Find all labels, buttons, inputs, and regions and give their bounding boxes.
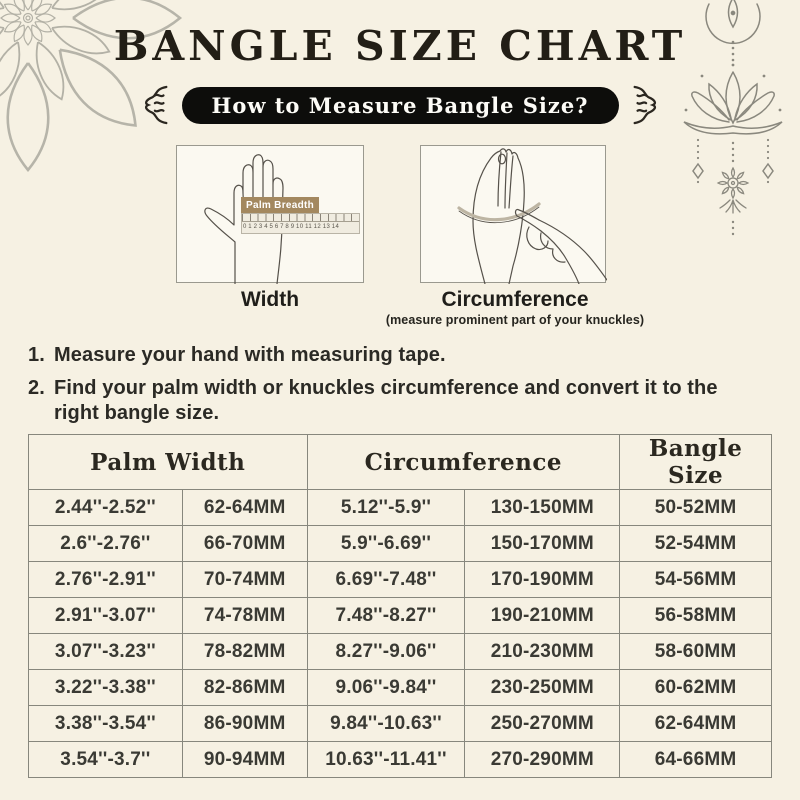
cell: 6.69''-7.48'' [307,562,465,598]
hand-circumference-illustration [420,145,606,283]
cell: 74-78MM [182,598,307,634]
instruction-2-number: 2. [28,377,45,400]
palm-width-header: Palm Width [29,435,308,490]
bangle-size-header: Bangle Size [620,435,772,490]
cell: 56-58MM [620,598,772,634]
hand-width-illustration [176,145,364,283]
subtitle-row [0,85,800,125]
circumference-caption-text: Circumference [441,288,589,311]
cell: 62-64MM [620,706,772,742]
ruler-numbers: 0 1 2 3 4 5 6 7 8 9 10 11 12 13 14 [243,224,340,230]
cell: 70-74MM [182,562,307,598]
hands-measuring-icon [421,146,607,284]
table-row [29,670,772,706]
table-row [29,490,772,526]
cell: 62-64MM [182,490,307,526]
cell: 3.07''-3.23'' [29,634,183,670]
cell: 3.54''-3.7'' [29,742,183,778]
table-row [29,706,772,742]
flourish-right-icon [629,83,667,127]
ruler-icon [241,213,360,234]
cell: 86-90MM [182,706,307,742]
size-conversion-table [28,434,772,778]
instruction-2-text: Find your palm width or knuckles circumference and convert it to the right bangle size. [54,377,718,424]
cell: 7.48''-8.27'' [307,598,465,634]
cell: 170-190MM [465,562,620,598]
flourish-left-icon [134,83,172,127]
cell: 2.76''-2.91'' [29,562,183,598]
instruction-1 [28,343,764,367]
cell: 3.22''-3.38'' [29,670,183,706]
cell: 190-210MM [465,598,620,634]
table-row [29,526,772,562]
cell: 250-270MM [465,706,620,742]
cell: 66-70MM [182,526,307,562]
cell: 52-54MM [620,526,772,562]
cell: 5.12''-5.9'' [307,490,465,526]
table-row [29,562,772,598]
cell: 9.06''-9.84'' [307,670,465,706]
cell: 210-230MM [465,634,620,670]
instruction-2 [28,376,764,425]
how-to-measure-pill: How to Measure Bangle Size? [182,87,619,124]
cell: 9.84''-10.63'' [307,706,465,742]
cell: 90-94MM [182,742,307,778]
instruction-1-number: 1. [28,344,45,366]
table-row [29,598,772,634]
cell: 2.6''-2.76'' [29,526,183,562]
cell: 58-60MM [620,634,772,670]
cell: 3.38''-3.54'' [29,706,183,742]
table-header-row [29,435,772,490]
table-row [29,634,772,670]
table-row [29,742,772,778]
cell: 2.91''-3.07'' [29,598,183,634]
cell: 78-82MM [182,634,307,670]
cell: 50-52MM [620,490,772,526]
width-caption: Width [240,288,300,311]
cell: 150-170MM [465,526,620,562]
instruction-1-text: Measure your hand with measuring tape. [54,344,446,366]
palm-breadth-label: Palm Breadth [241,197,319,214]
circumference-note: (measure prominent part of your knuckles) [385,313,645,327]
cell: 82-86MM [182,670,307,706]
page-title: BANGLE SIZE CHART [113,22,687,70]
cell: 270-290MM [465,742,620,778]
cell: 5.9''-6.69'' [307,526,465,562]
cell: 54-56MM [620,562,772,598]
cell: 230-250MM [465,670,620,706]
cell: 130-150MM [465,490,620,526]
ruler-ticks [242,214,359,222]
instructions-list [28,343,764,434]
cell: 2.44''-2.52'' [29,490,183,526]
cell: 64-66MM [620,742,772,778]
circumference-header: Circumference [307,435,620,490]
cell: 60-62MM [620,670,772,706]
cell: 8.27''-9.06'' [307,634,465,670]
circumference-caption [355,288,675,327]
cell: 10.63''-11.41'' [307,742,465,778]
